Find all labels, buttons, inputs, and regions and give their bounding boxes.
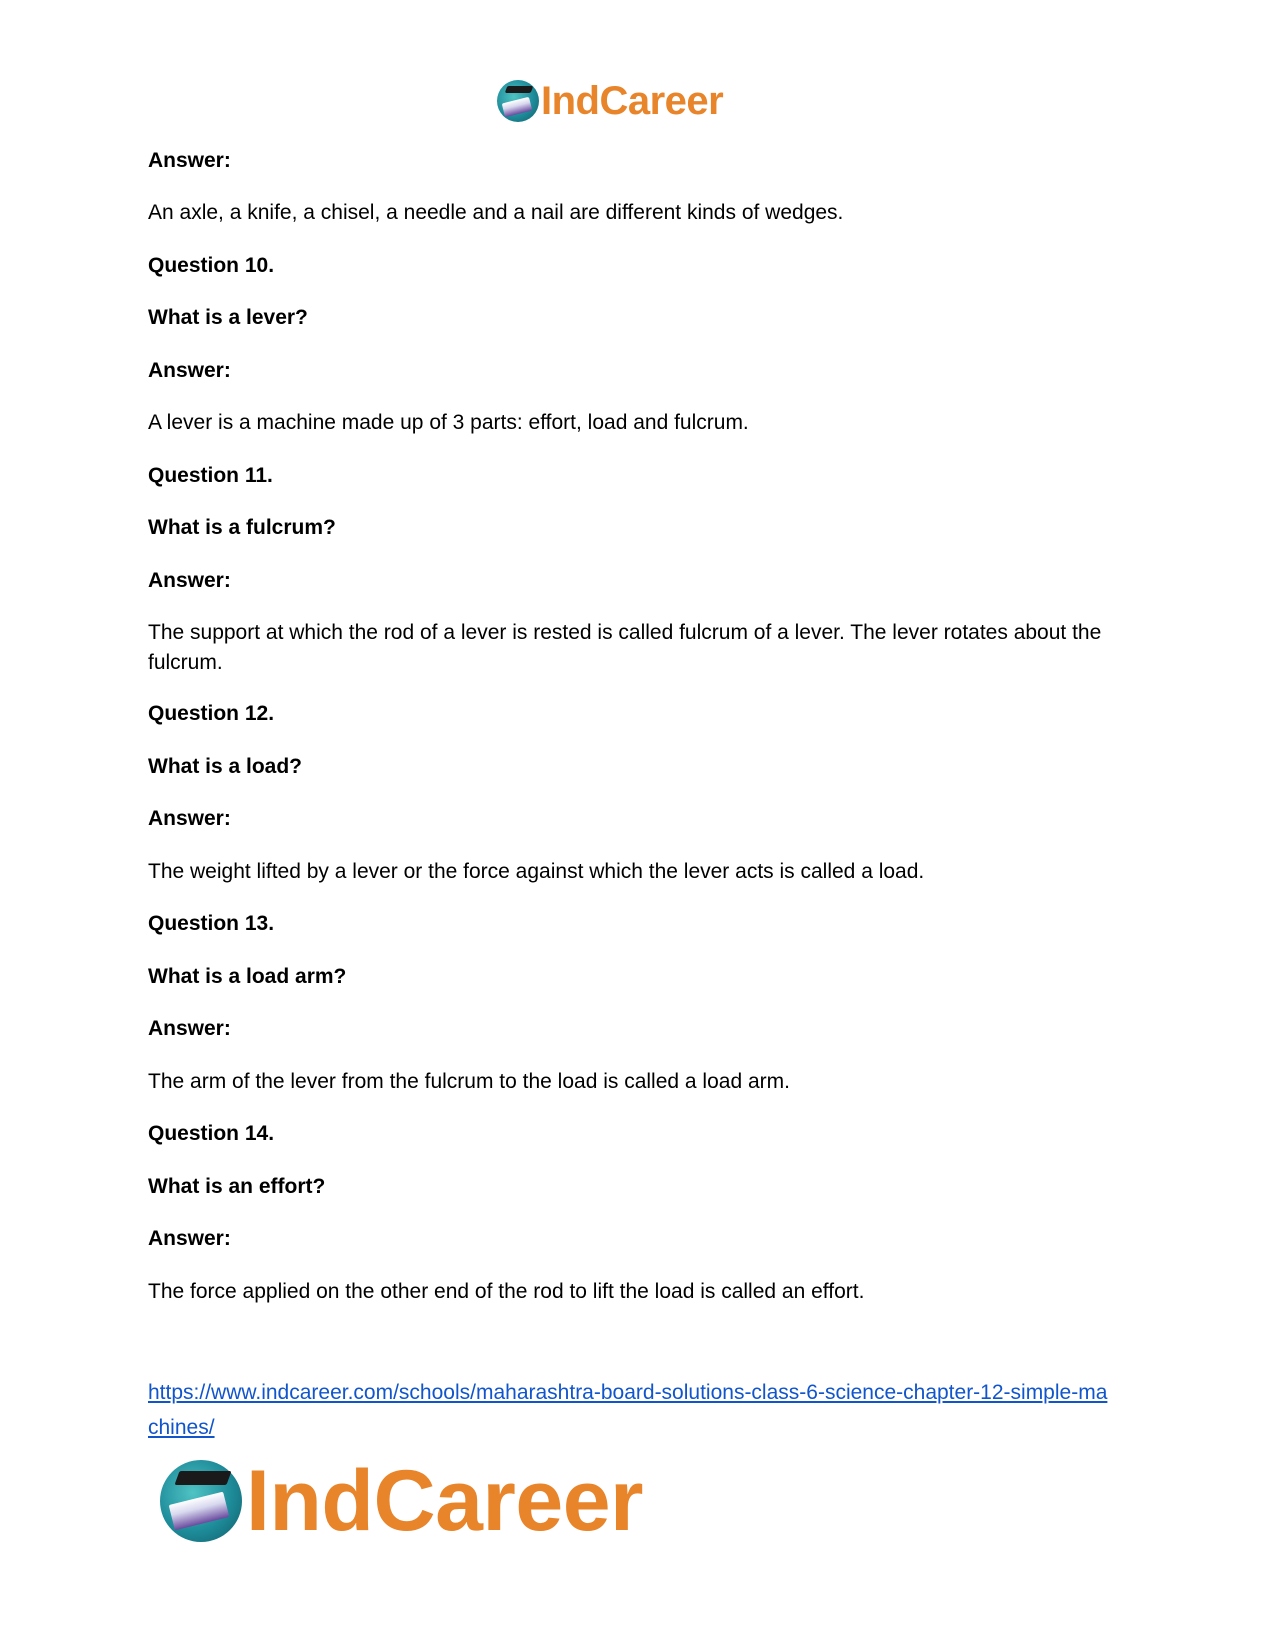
- answer-text: The support at which the rod of a lever is rested is called fulcrum of a lever. The lever rotates about the fulcrum.: [148, 621, 1102, 674]
- question-number: Question 13.: [148, 912, 275, 935]
- footer-logo: [160, 1453, 643, 1549]
- question-text: What is a load?: [148, 755, 303, 778]
- answer-label: Answer:: [148, 569, 231, 592]
- question-text: What is a lever?: [148, 306, 308, 329]
- answer-text: The weight lifted by a lever or the force against which the lever acts is called a load.: [148, 860, 925, 883]
- graduation-book-icon: [497, 80, 539, 122]
- question-text: What is an effort?: [148, 1175, 326, 1198]
- answer-label: Answer:: [148, 807, 231, 830]
- footer-logo-text: IndCareer: [246, 1453, 643, 1549]
- question-number: Question 10.: [148, 254, 275, 277]
- graduation-book-icon: [160, 1460, 242, 1542]
- answer-label: Answer:: [148, 359, 231, 382]
- question-number: Question 11.: [148, 464, 273, 487]
- question-number: Question 12.: [148, 702, 275, 725]
- answer-text: An axle, a knife, a chisel, a needle and a nail are different kinds of wedges.: [148, 201, 844, 224]
- answer-label: Answer:: [148, 1227, 231, 1250]
- header-logo: [497, 80, 723, 122]
- answer-text: The force applied on the other end of the rod to lift the load is called an effort.: [148, 1280, 865, 1303]
- answer-label: Answer:: [148, 149, 231, 172]
- source-link[interactable]: https://www.indcareer.com/schools/maharashtra-board-solutions-class-6-science-chapter-12-simple-machines/: [148, 1381, 1108, 1439]
- answer-text: A lever is a machine made up of 3 parts: effort, load and fulcrum.: [148, 411, 749, 434]
- answer-text: The arm of the lever from the fulcrum to the load is called a load arm.: [148, 1070, 790, 1093]
- answer-label: Answer:: [148, 1017, 231, 1040]
- question-number: Question 14.: [148, 1122, 275, 1145]
- question-text: What is a fulcrum?: [148, 516, 336, 539]
- question-text: What is a load arm?: [148, 965, 347, 988]
- header-logo-text: IndCareer: [541, 79, 724, 123]
